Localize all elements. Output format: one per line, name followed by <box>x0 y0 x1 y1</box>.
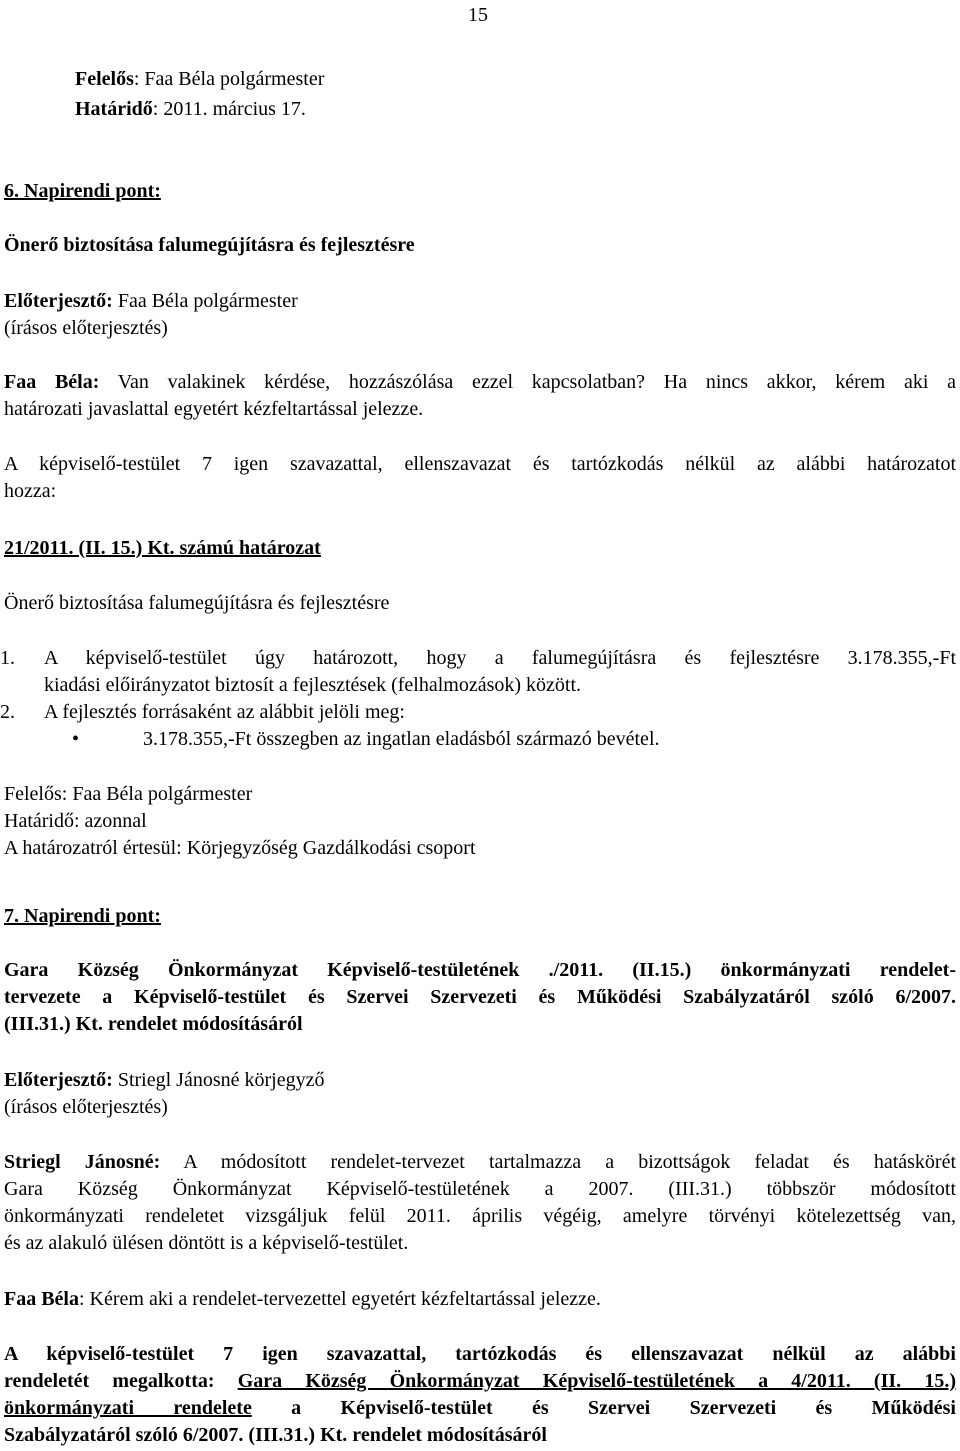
resolution-notified: A határozatról értesül: Körjegyzőség Gazdálkodási csoport <box>4 837 476 859</box>
agenda-item-6-speech-line-1: Faa Béla: Van valakinek kérdése, hozzászólása ezzel kapcsolatban? Ha nincs akkor, kérem aki a <box>4 371 956 393</box>
point-number: 2. <box>0 701 15 723</box>
agenda-item-6-heading: 6. Napirendi pont: <box>4 180 161 202</box>
agenda-item-7-heading: 7. Napirendi pont: <box>4 905 161 927</box>
agenda-item-7-title-line-1: Gara Község Önkormányzat Képviselő-testületének ./2011. (II.15.) önkormányzati rendelet- <box>4 959 956 981</box>
resolution-number: 21/2011. (II. 15.) Kt. számú határozat <box>4 537 321 559</box>
agenda-item-6-vote-line-2: hozza: <box>4 480 57 502</box>
agenda-item-7-speech-line-1: Striegl Jánosné: A módosított rendelet-tervezet tartalmazza a bizottságok feladat és hatáskörét <box>4 1151 957 1173</box>
deadline-label: Határidő <box>75 98 153 120</box>
decision-line-1: A képviselő-testület 7 igen szavazattal, tartózkodás és ellenszavazat nélkül az alábbi <box>4 1343 956 1365</box>
previous-item-deadline <box>75 96 875 123</box>
agenda-item-7-speech-line-4: és az alakuló ülésen döntött is a képviselő-testület. <box>4 1232 409 1254</box>
resolution-point-1-line-2: kiadási előirányzatot biztosít a fejlesztések (felhalmozások) között. <box>44 674 582 696</box>
decision-line-4: Szabályzatáról szóló 6/2007. (III.31.) Kt. rendelet módosításáról <box>4 1424 547 1446</box>
deadline-value: : 2011. március 17. <box>152 98 306 120</box>
agenda-item-6-vote-line-1: A képviselő-testület 7 igen szavazattal, ellenszavazat és tartózkodás nélkül az alábbi határozatot <box>4 453 956 475</box>
agenda-item-7-presenter: Előterjesztő: Striegl Jánosné körjegyző <box>4 1069 325 1091</box>
previous-item-responsible <box>75 66 875 93</box>
agenda-item-6-title: Önerő biztosítása falumegújításra és fejlesztésre <box>4 234 415 256</box>
agenda-item-6-speech-line-2: határozati javaslattal egyetért kézfeltartással jelezze. <box>4 398 424 420</box>
point-number: 1. <box>0 647 15 669</box>
agenda-item-7-title-line-2: tervezete a Képviselő-testület és Szervei Szervezeti és Működési Szabályzatáról szóló 6/2007. <box>4 986 956 1008</box>
resolution-point-2: 2. A fejlesztés forrásaként az alábbit jelöli meg: <box>44 699 956 726</box>
decision-line-3: önkormányzati rendelete a Képviselő-testület és Szervei Szervezeti és Működési <box>4 1397 956 1419</box>
resolution-responsible: Felelős: Faa Béla polgármester <box>4 783 253 805</box>
agenda-item-7-speech-line-2: Gara Község Önkormányzat Képviselő-testületének a 2007. (III.31.) többször módosított <box>4 1178 956 1200</box>
decision-line-2: rendeletét megalkotta: Gara Község Önkormányzat Képviselő-testületének a 4/2011. (II. 15.) <box>4 1370 956 1392</box>
bullet-text: 3.178.355,-Ft összegben az ingatlan eladásból származó bevétel. <box>143 728 660 750</box>
bullet: • <box>72 728 80 750</box>
page-number: 15 <box>468 4 488 26</box>
resolution-point-1-line-1: 1. A képviselő-testület úgy határozott, hogy a falumegújításra és fejlesztésre 3.178.355,-Ft <box>44 645 956 672</box>
agenda-item-6-presenter-note: (írásos előterjesztés) <box>4 317 168 339</box>
resolution-subject: Önerő biztosítása falumegújításra és fejlesztésre <box>4 592 390 614</box>
agenda-item-7-presenter-note: (írásos előterjesztés) <box>4 1096 168 1118</box>
agenda-item-7-speech-2: Faa Béla: Kérem aki a rendelet-tervezettel egyetért kézfeltartással jelezze. <box>4 1288 601 1310</box>
agenda-item-6-presenter: Előterjesztő: Faa Béla polgármester <box>4 290 298 312</box>
agenda-item-7-speech-line-3: önkormányzati rendeletet vizsgáljuk felül 2011. április végéig, amelyre törvényi kötelezettség van, <box>4 1205 956 1227</box>
responsible-value: : Faa Béla polgármester <box>133 68 325 90</box>
responsible-label: Felelős <box>75 68 134 90</box>
resolution-deadline: Határidő: azonnal <box>4 810 147 832</box>
agenda-item-7-title-line-3: (III.31.) Kt. rendelet módosításáról <box>4 1013 303 1035</box>
